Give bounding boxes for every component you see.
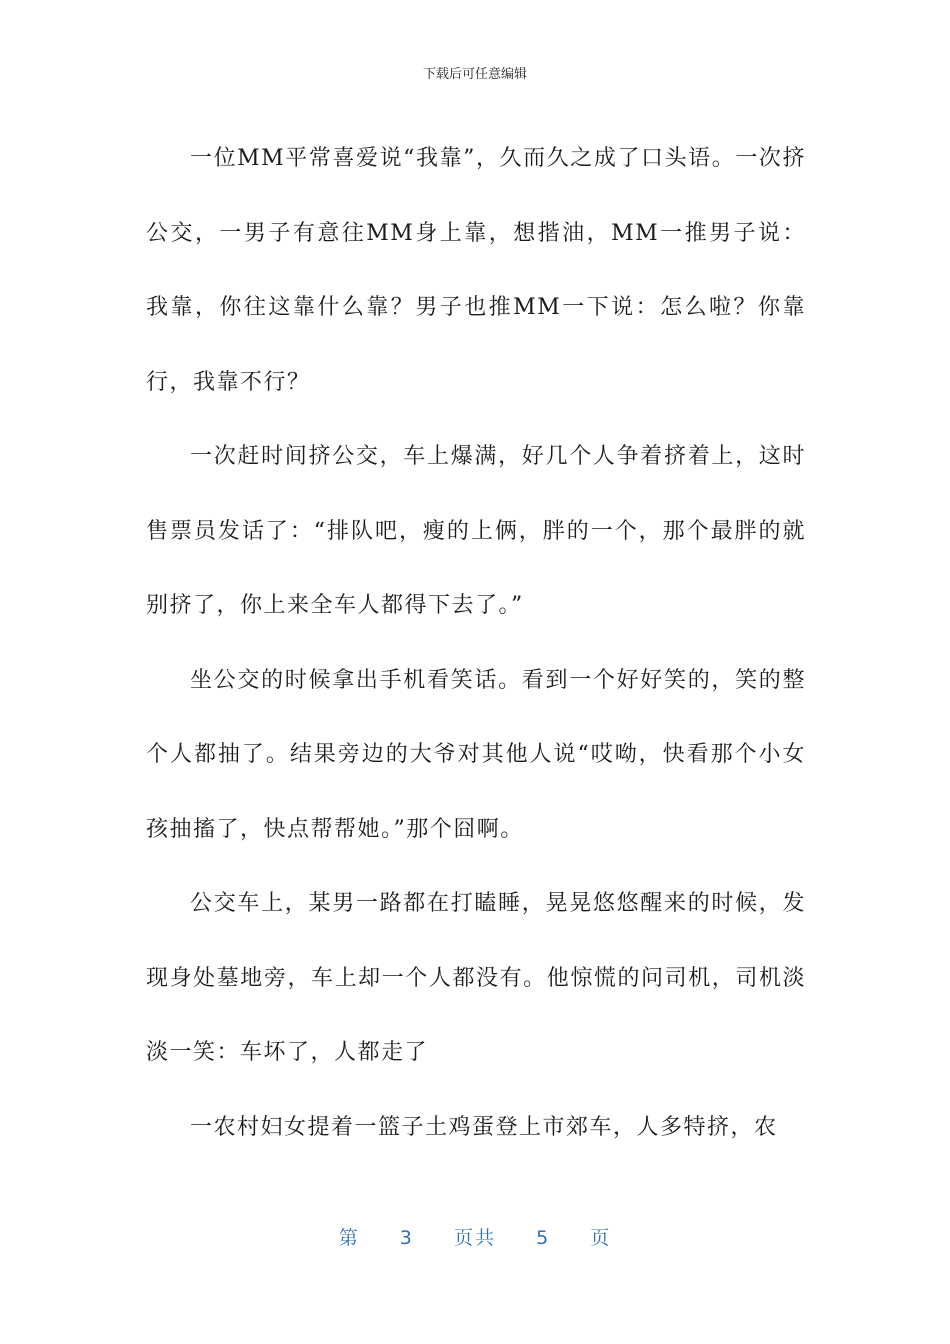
paragraph: 一位MM平常喜爱说“我靠”，久而久之成了口头语。一次挤公交，一男子有意往MM身上靠，想揩油，MM一推男子说：我靠，你往这靠什么靠？男子也推MM一下说：怎么啦？你靠行，我靠不行？ — [146, 146, 806, 395]
document-body — [146, 122, 806, 1165]
header-note: 下载后可任意编辑 — [422, 67, 527, 82]
footer-suffix: 页 — [590, 1227, 612, 1249]
footer-prefix: 第 — [338, 1227, 360, 1249]
paragraph: 一次赶时间挤公交，车上爆满，好几个人争着挤着上，这时售票员发话了：“排队吧，瘦的上俩，胖的一个，那个最胖的就别挤了，你上来全车人都得下去了。” — [146, 444, 806, 618]
paragraph: 坐公交的时候拿出手机看笑话。看到一个好好笑的，笑的整个人都抽了。结果旁边的大爷对其他人说“哎呦，快看那个小女孩抽搐了，快点帮帮她。”那个囧啊。 — [146, 667, 806, 842]
footer-middle: 页共 — [453, 1227, 496, 1249]
current-page-number: 3 — [399, 1227, 414, 1249]
page-footer — [0, 1224, 950, 1252]
total-pages-number: 5 — [536, 1227, 551, 1249]
paragraph: 公交车上，某男一路都在打瞌睡，晃晃悠悠醒来的时候，发现身处墓地旁，车上却一个人都没有。他惊慌的问司机，司机淡淡一笑：车坏了，人都走了 — [146, 891, 806, 1065]
paragraph: 一农村妇女提着一篮子土鸡蛋登上市郊车，人多特挤，农 — [190, 1114, 778, 1140]
